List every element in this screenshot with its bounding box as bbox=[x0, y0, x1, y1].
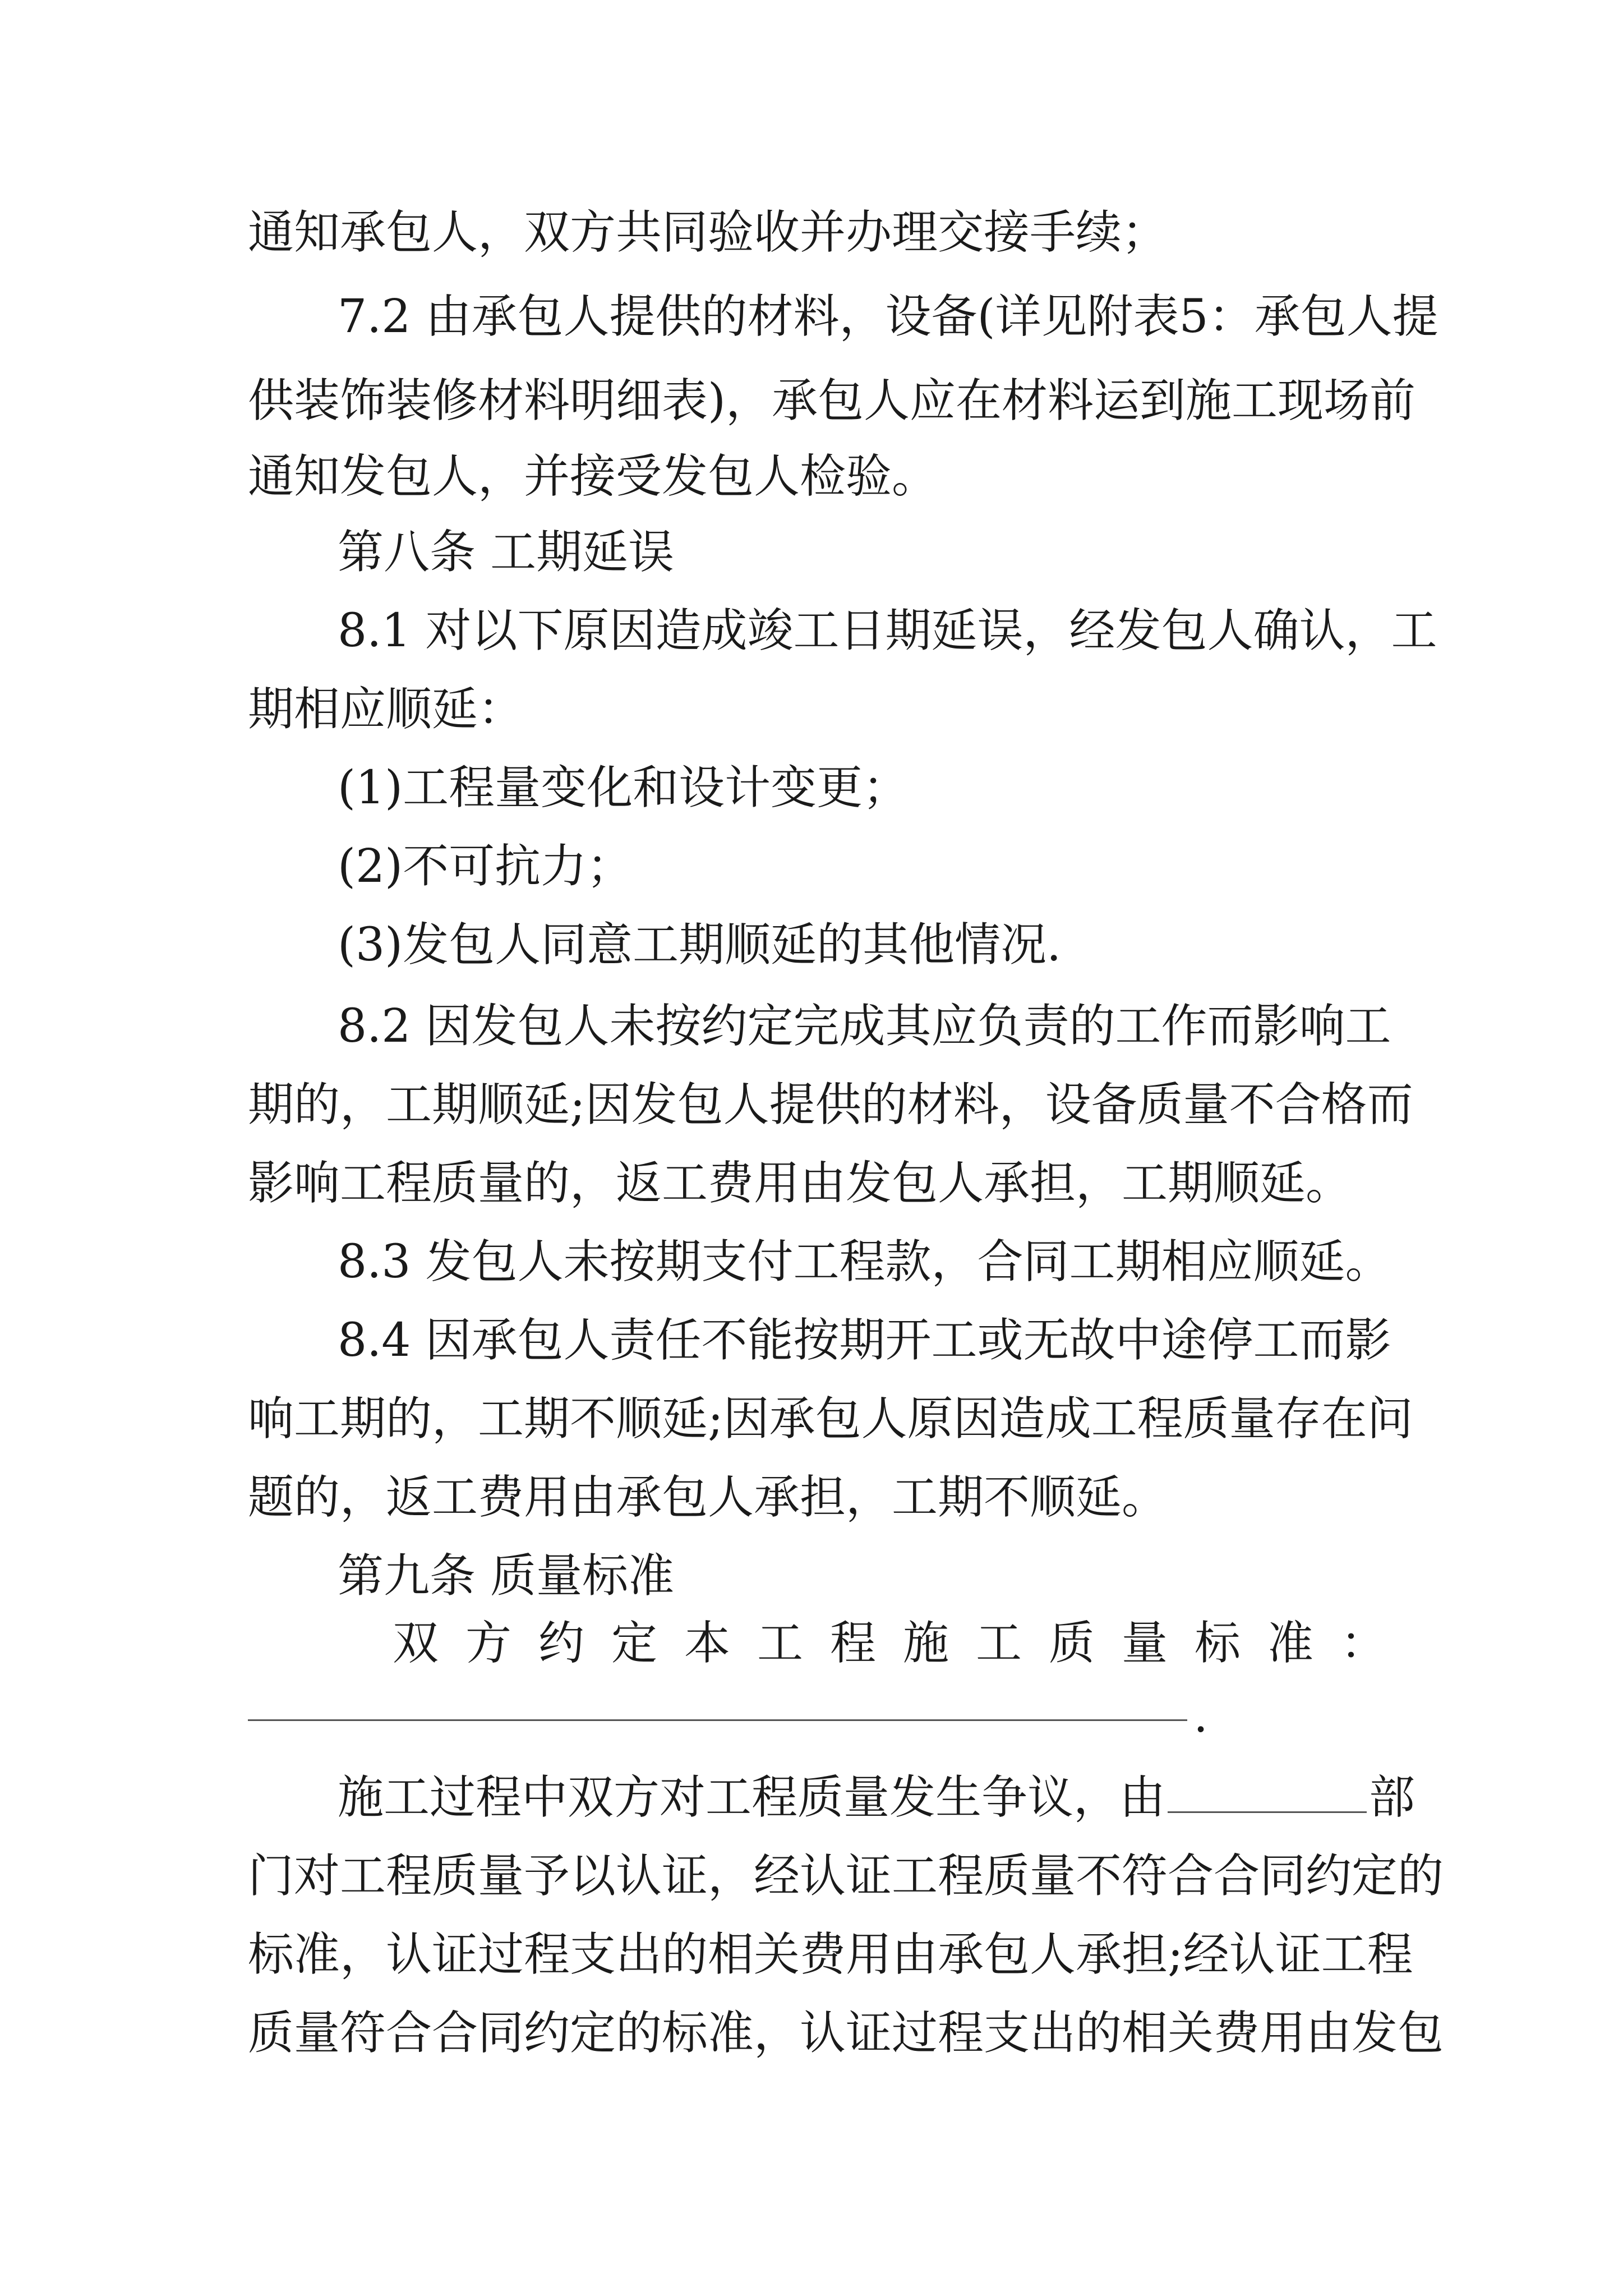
clause-8-2-line: 8.2 因发包人未按约定完成其应负责的工作而影响工 bbox=[338, 1000, 1391, 1053]
article-8-heading: 第八条 工期延误 bbox=[338, 526, 675, 579]
paragraph-line: 题的，返工费用由承包人承担，工期不顺延。 bbox=[248, 1471, 1168, 1524]
clause-8-3-line: 8.3 发包人未按期支付工程款，合同工期相应顺延。 bbox=[338, 1235, 1391, 1289]
paragraph-line: 响工期的，工期不顺延;因承包人原因造成工程质量存在问 bbox=[248, 1392, 1413, 1446]
department-blank bbox=[1168, 1772, 1367, 1813]
blank-end-period: . bbox=[1193, 1690, 1209, 1743]
list-item: (1)工程量变化和设计变更； bbox=[338, 761, 909, 815]
dispute-text-end: 部 bbox=[1369, 1771, 1415, 1824]
paragraph-line: 通知承包人，双方共同验收并办理交接手续； bbox=[248, 206, 1168, 259]
clause-8-4-line: 8.4 因承包人责任不能按期开工或无故中途停工而影 bbox=[338, 1314, 1391, 1367]
paragraph-line: 期的，工期顺延;因发包人提供的材料，设备质量不合格而 bbox=[248, 1078, 1413, 1131]
fill-in-blank bbox=[248, 1719, 1187, 1721]
quality-standard-line: 双 方 约 定 本 工 程 施 工 质 量 标 准 ： bbox=[393, 1617, 1386, 1670]
dispute-line bbox=[338, 1770, 1415, 1826]
paragraph-line: 标准，认证过程支出的相关费用由承包人承担;经认证工程 bbox=[248, 1928, 1413, 1981]
list-item: (2)不可抗力； bbox=[338, 840, 633, 893]
paragraph-line: 期相应顺延： bbox=[248, 683, 524, 736]
dispute-text: 施工过程中双方对工程质量发生争议，由 bbox=[338, 1771, 1166, 1824]
paragraph-line: 门对工程质量予以认证，经认证工程质量不符合合同约定的 bbox=[248, 1849, 1444, 1903]
article-9-heading: 第九条 质量标准 bbox=[338, 1549, 675, 1603]
paragraph-line: 通知发包人，并接受发包人检验。 bbox=[248, 450, 938, 503]
paragraph-line: 质量符合合同约定的标准，认证过程支出的相关费用由发包 bbox=[248, 2007, 1444, 2060]
paragraph-line: 供装饰装修材料明细表)，承包人应在材料运到施工现场前 bbox=[248, 374, 1415, 427]
clause-8-1-line: 8.1 对以下原因造成竣工日期延误，经发包人确认，工 bbox=[338, 604, 1437, 657]
list-item: (3)发包人同意工期顺延的其他情况. bbox=[338, 918, 1062, 972]
clause-7-2-line: 7.2 由承包人提供的材料，设备(详见附表5：承包人提 bbox=[338, 290, 1438, 343]
paragraph-line: 影响工程质量的，返工费用由发包人承担，工期顺延。 bbox=[248, 1157, 1352, 1210]
